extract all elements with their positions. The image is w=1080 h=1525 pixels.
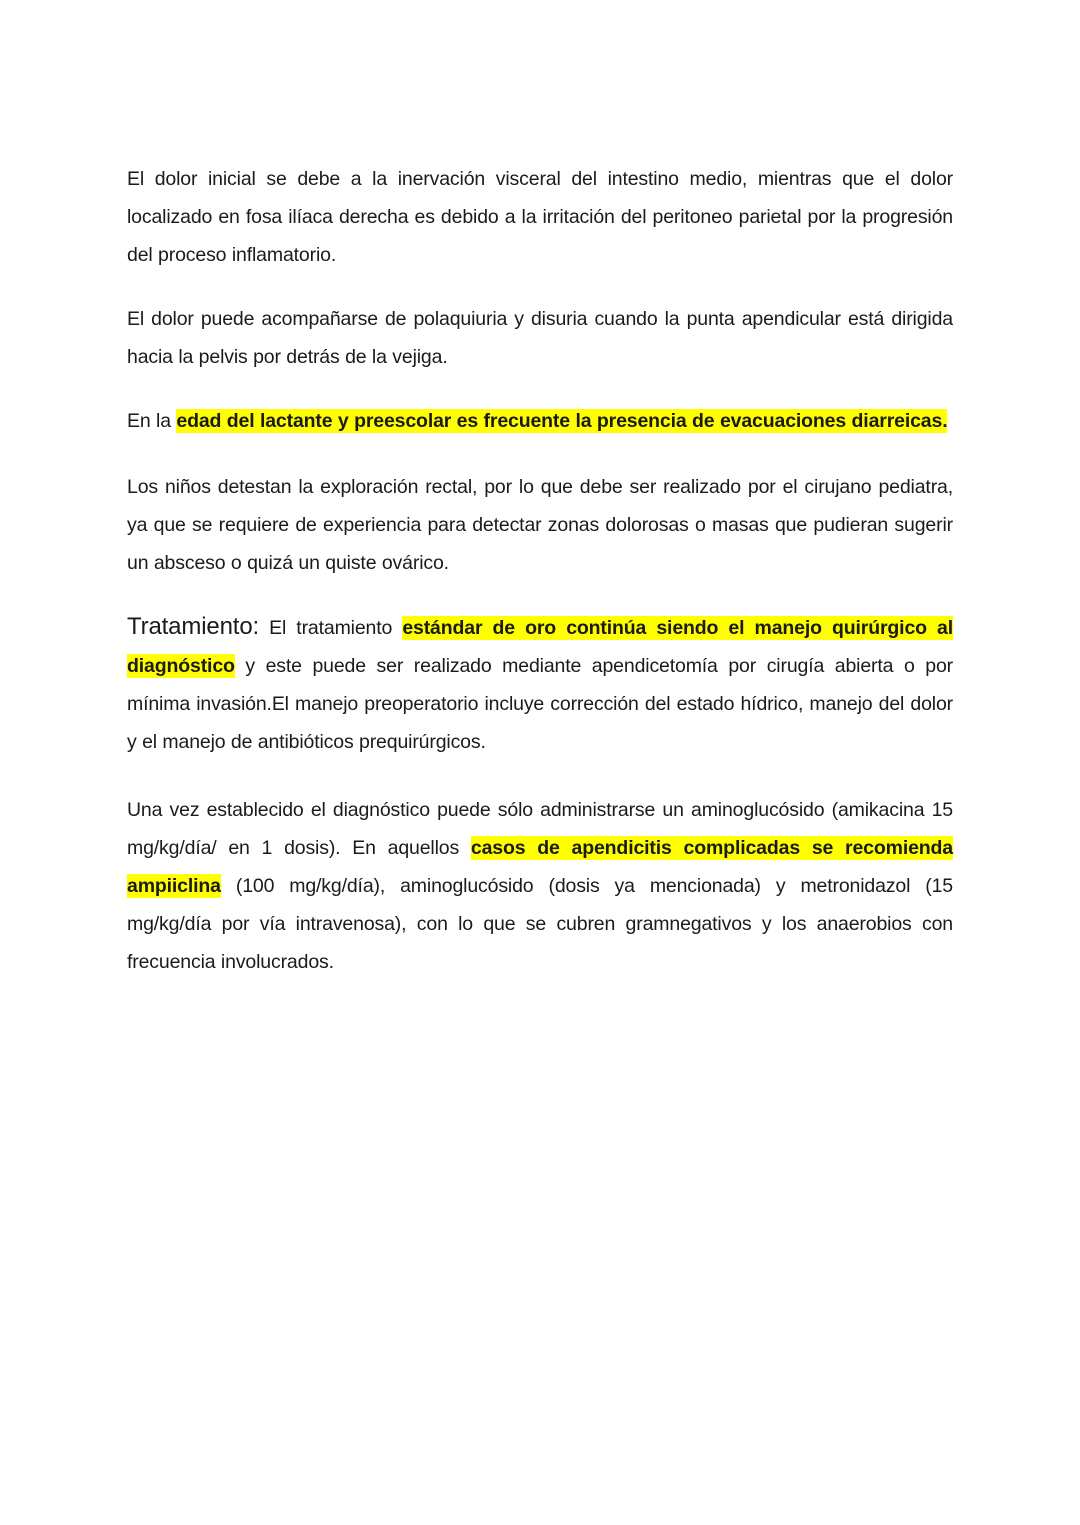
paragraph-polaquiuria [127,300,953,376]
paragraph-dolor-inicial [127,160,953,274]
paragraph-aminoglucosido [127,791,953,981]
text-run: En la [127,410,177,432]
tratamiento-label: Tratamiento: [127,613,260,640]
highlighted-text: casos de apendicitis complicadas se recomienda ampiiclina [127,837,953,897]
highlighted-text: estándar de oro continúa siendo el manejo quirúrgico al diagnóstico [127,617,953,677]
text-run: El dolor inicial se debe a la inervación visceral del intestino medio, mientras que el dolor localizado en fosa ilíaca derecha es debido a la irritación del peritoneo parietal por la progresión del proceso inflamatorio. [127,168,953,266]
text-run: (100 mg/kg/día), aminoglucósido (dosis ya mencionada) y metronidazol (15 mg/kg/día por vía intravenosa), con lo que se cubren gramnegativos y los anaerobios con frecuencia involucrados. [127,875,953,973]
text-run: El tratamiento [259,617,403,639]
text-run: Los niños detestan la exploración rectal, por lo que debe ser realizado por el cirujano pediatra, ya que se requiere de experiencia para detectar zonas dolorosas o masas que pudieran sugerir un absceso o quizá un quiste ovárico. [127,476,953,574]
highlighted-text: edad del lactante y preescolar es frecuente la presencia de evacuaciones diarreicas. [176,410,948,432]
text-run: y este puede ser realizado mediante apendicetomía por cirugía abierta o por mínima invasión.El manejo preoperatorio incluye corrección del estado hídrico, manejo del dolor y el manejo de antibióticos prequirúrgicos. [127,655,953,753]
paragraph-evacuaciones-diarreicas [127,402,953,440]
document-body [127,160,953,981]
text-run: Una vez establecido el diagnóstico puede sólo administrarse un aminoglucósido (amikacina 15 mg/kg/día/ en 1 dosis). En aquellos [127,799,953,859]
paragraph-exploracion-rectal [127,468,953,582]
paragraph-tratamiento [127,608,953,761]
text-run: El dolor puede acompañarse de polaquiuria y disuria cuando la punta apendicular está dirigida hacia la pelvis por detrás de la vejiga. [127,308,953,368]
